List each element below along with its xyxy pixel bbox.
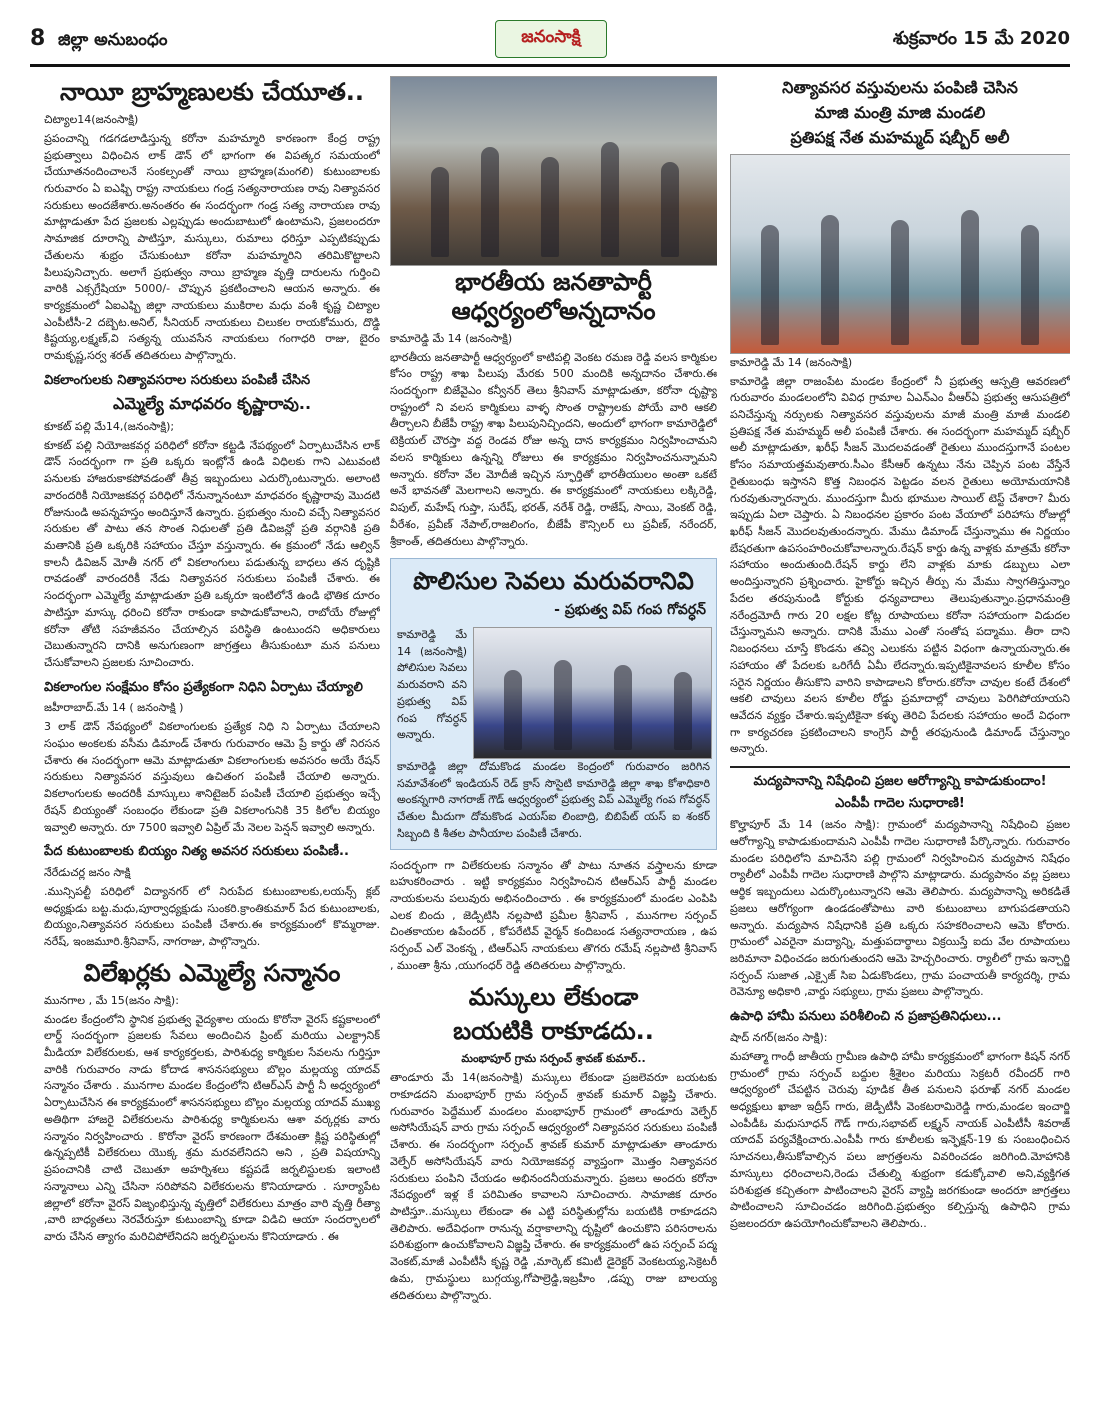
story-shabbir-ali bbox=[730, 78, 1070, 758]
headline-line2: బయటికి రాకూడదు.. bbox=[453, 1017, 654, 1046]
headline: నాయీ బ్రాహ్మణులకు చేయూత.. bbox=[59, 78, 365, 106]
headline: విలేఖర్లకు ఎమ్మెల్యే సన్మానం bbox=[83, 958, 341, 987]
story-nrega-inspection bbox=[730, 1009, 1070, 1233]
article-body: కామారెడ్డి జిల్లా దోమకొండ మండల కెంద్రంలో గురువారం జరిగిన సమావేశంలో ఇండియన్ రెడ్ క్రాస్ సొసైటి కామారెడ్డి జిల్లా శాఖ కోశాధికారి అంకన్నగారి నాగరాజ్ గౌడ్ ఆధ్వర్యంలో ప్రభుత్వ విప్ ఎమ్మెల్యే గంప గోవర్ధన్ చేతుల మీదుగా దోమకొండ ఎయస్ఐ లింబాద్రి, బిబిపేట్ యస్ ఐ శంకర్ సిబ్బంది కి శీతల పానీయాల పంపిణీ చేశారు. bbox=[397, 760, 710, 840]
article-body: కామారెడ్డి జిల్లా రాజంపేట మండల కేంద్రంలో నీ ప్రభుత్వ ఆస్పత్రి ఆవరణలో గురువారం మండలంలోని వివిధ గ్రామాల ఏఎన్ఎం వీఆర్ఏ ప్రభుత్వ ఆసుపత్రిలో పనిచేస్తున్న నర్సులకు నిత్యావసర వస్తువులను మాజీ మంత్రి మాజీ మండలి ప్రతిపక్ష నేత మహమ్మద్ అలీ పంపిణీ చేశారు. ఈ సందర్భంగా మహమ్మద్ షబ్బీర్ అలీ మాట్లాడుతూ, ఖరీఫ్ సీజన్ మొదలవడంతో రైతులు ముందస్తుగానే పంటల కోసం సమాయత్తమవుతారు.సీఎం కేసీఆర్ ఉన్నటు నేను చెప్పిన పంట వేస్తేనే రైతుబంధు ఇస్తానని కొత్త నిబంధన పెట్టడం వలన రైతులు అయోమయానికి గురవుతున్నారన్నారు. ముందస్తుగా మీరు భూముల సాయిల్ టెస్ట్ చేశారా? మీరు ఇప్పుడు ఏలా చెప్తారు. ఏ నిబంధనల ప్రకారం పంట వేయాలో పరిహాసు రోజుల్లో ఖరీఫ్ సీజన్ మొదలవుతుందన్నారు. మేము డిమాండ్ చేస్తున్నాము ఈ నిర్ణయం బేషరతుగా ఉపసంహరించుకోవాలన్నారు.రేషన్ కార్డు ఉన్న వాళ్లకు మాత్రమే కరోనా సహాయం అందుతుంది.రేషన్ కార్డు లేని వాళ్లకు మాకు డబ్బులు ఎలా అందిస్తున్నారని ప్రశ్నించారు. హైకోర్టు ఇచ్చిన తీర్పు ను మేము స్వాగతిస్తున్నాం పేదల తరపునుండి కోర్టుకు ధన్యవాదాలు తెలుపుతున్నాం.ప్రధానమంత్రి నరేంద్రమోదీ గారు 20 లక్షల కోట్ల రూపాయలు కరోనా సహాయంగా విడుదల చేస్తున్నామని అన్నారు. దానికి మేము ఎంతో సంతోష పద్మాము. తీరా దాని నిబంధనలు చూస్తే కొండను తవ్వి ఎలుకను పట్టిన విధంగా ఉన్నాయన్నారు.ఈ సహాయం తో పేదలకు ఒరిగేదీ ఏమీ లేదన్నారు.ఇప్పటికైనావలస కూలీల కోసం సరైన నిర్ణయం తీసుకొని వారిని కాపాడాలని కోరారు.కరోనా చావుల కంటే దేశంలో ఆకలి చావులు వలస కూలీల రోడ్డు ప్రమాదాల్లో చావులు పెరిగిపోయాయని ఆవేదన వ్యక్తం చేశారు.ఇప్పటికైనా కళ్ళు తెరిచి పేదలకు సహాయం అందే విధంగా గా కార్యచరణ ప్రకటించాలని కాంగ్రెస్ పార్టీ తరఫునుండి డిమాండ్ చేస్తున్నాం అన్నారు. bbox=[730, 374, 1070, 756]
story-disabled-fund bbox=[44, 680, 380, 837]
article-body: తాండూరు మే 14(జనంసాక్షి) మస్కులు లేకుండా ప్రజలెవరూ బయటకు రాకూడదని మంభాపూర్ గ్రామ సర్పంచ్ శ్రావణ్ కుమార్ విజ్ఞప్తి చేశారు. గురువారం పెద్దేముల్ మండలం మంభాపూర్ గ్రామంలో తాండూరు వెల్ఫేర్ అసోసియేషన్ వారు గ్రామ సర్పంచ్ ఆధ్వర్యంలో నిత్యావసర సరుకులు పంపిణీ చేశారు. ఈ సందర్భంగా సర్పంచ్ శ్రావణ్ కుమార్ మాట్లాడుతూ తాండూరు వెల్ఫేర్ అసోసియేషన్ వారు నియోజకవర్గ వ్యాప్తంగా మొత్తం నిత్యావసర సరుకులు పంపిని చేయడం అభినందనీయమన్నారు. ప్రజలు అందరు కరోనా నేపధ్యంలో ఇళ్ల కే పరిమితం కావాలని సూచించారు. సామాజిక దూరం పాటిస్తూ..మస్కులు లేకుండా ఈ ఎట్టి పరిస్థితుల్లోను బయటికి రాకూడదని తెలిపారు. అదేవిధంగా రానున్న వర్షాకాలాన్ని దృష్టిలో ఉంచుకొని పరిసరాలను పరిశుభ్రంగా ఉంచుకోవాలని విజ్ఞప్తి చేశారు. ఈ కార్యక్రమంలో ఉప సర్పంచ్ పద్మ వెంకట్,మాజీ ఎంపీటీసీ కృష్ణ రెడ్డి ,మార్కెట్ కమిటీ డైరెక్టర్ వెంకటయ్య,సెక్రెటరీ ఉమ, గ్రామస్థులు బుగ్గయ్య,గోపాల్రెడ్డి,ఇబ్రహీం ,డప్పు రాజు బాలయ్య తదితరులు పాల్గొన్నారు. bbox=[390, 1071, 717, 1302]
divider bbox=[730, 766, 1070, 768]
dateline: నేరేడుచర్ల జనం సాక్షి bbox=[44, 865, 131, 879]
headline: భారతీయ జనతాపార్టీ ఆధ్వర్యంలోఅన్నదానం bbox=[451, 268, 656, 325]
subhead: ఎంపీపీ గాదెల సుధారాణి! bbox=[835, 795, 965, 811]
dateline: చిట్యాల14(జనంసాక్షి) bbox=[44, 112, 139, 126]
article-body: ప్రపంచాన్ని గడగడలాడిస్తున్న కరోనా మహమ్మారి కారణంగా కేంద్ర రాష్ట్ర ప్రభుత్వాలు విధించిన లాక్ డౌన్ లో భాగంగా ఈ విపత్కర సమయంలో చేయూతనందించాలనే సంకల్పంతో నాయి బ్రాహ్మణ(మంగలి) కుటుంబాలకు గురువారం ఏ ఐఎఫ్బి రాష్ట్ర నాయకులు గండ్ర సత్యనారాయణ రావు నిత్యావసర సరుకులు అందజేశారు.అనంతరం ఈ సందర్భంగా గండ్ర సత్య నారాయణ రావు మాట్లాడుతూ పేద ప్రజలకు ఎల్లప్పుడు అందుబాటులో ఉంటామని, ప్రజలందరూ సామాజిక దూరాన్ని పాటిస్తూ, మస్కులు, రుమాలు ధరిస్తూ ఎప్పటికప్పుడు చేతులను శుభ్రం చేసుకుంటూ కరోనా మహమ్మారిని తరిమికొట్టాలని పిలుపునిచ్చారు. అలాగే ప్రభుత్వం నాయి బ్రాహ్మణ వృత్తి దారులను గుర్తించి వారికి ఎక్సగ్రేషియా 5000/- చొప్పున ప్రకటించాలని ఆయన అన్నారు. ఈ కార్యక్రమంలో ఏఐఎఫ్బి జిల్లా నాయకులు ముకిరాల మధు వంశీ కృష్ణ చిట్యాల ఎంపీటీసీ-2 దబ్బెట.అనిల్, సీనియర్ నాయకులు చిలుకల రాయకోమురు, దొడ్డి కిష్టయ్య,లక్ష్మణ్,వి సత్యన్న యువసేన నాయకులు గంగాధరి రాజు, బైరం రామకృష్ణ,సర్వ శరత్ తదితరులు పాల్గొన్నారు. bbox=[44, 131, 380, 363]
story-liquor-ban bbox=[730, 774, 1070, 1001]
photo-police-event bbox=[473, 627, 712, 759]
article-body: సందర్భంగా గా విలేకరులకు సన్మానం తో పాటు నూతన వస్త్రాలను కూడా బహుకరించారు . ఇట్టి కార్యక్రమం నిర్వహించిన టిఆర్ఎస్ పార్టీ మండల నాయకులను పలువురు అభినందించారు . ఈ కార్యక్రమంలో మండల ఎంపిపి ఎలక బిందు , జెడ్పిటిసి నల్లపాటి ప్రమీల శ్రీనివాస్ , మునగాల సర్పంచ్ చింతకాయల ఉపేందర్ , కోపరేటివ్ వైర్మన్ కందిబండ సత్యనారాయణ , ఉప సర్పంచ్ ఎల్ వెంకన్న , టిఆర్ఎస్ నాయకులు తొగరు రమేష్ నల్లపాటి శ్రీనివాస్ , ముంతా శ్రీను ,యుగంధర్ రెడ్డి తదితరులు పాల్గొన్నారు. bbox=[390, 858, 717, 972]
dateline: కామారెడ్డి మే 14 (జనంసాక్షి) bbox=[730, 355, 853, 369]
column-middle bbox=[390, 76, 717, 1406]
headline: మద్యపానాన్ని నిషేధించి ప్రజల ఆరోగ్యాన్ని కాపాడుకుందాం! bbox=[753, 774, 1047, 790]
headline: పేద కుటుంబాలకు బియ్యం నిత్య అవసర సరుకులు పంపిణీ.. bbox=[44, 844, 349, 860]
dateline: కామారెడ్డి మే 14 (జనంసాక్షి) bbox=[390, 331, 513, 345]
newspaper-logo bbox=[495, 20, 607, 58]
headline: పొలిసుల సెవలు మరువరానివి bbox=[413, 567, 694, 596]
photo-nurses-distribution bbox=[730, 154, 1070, 354]
headline-top: వికలాంగులకు నిత్యావసరాల సరుకులు పంపిణీ చేసిన bbox=[44, 372, 311, 388]
dateline: షాద్ నగర్(జనం సాక్షి): bbox=[730, 1030, 828, 1044]
column-right bbox=[730, 76, 1070, 1406]
page-number: 8 bbox=[30, 26, 46, 51]
headline: వికలాంగుల సంక్షేమం కోసం ప్రత్యేకంగా నిధిని ఏర్పాటు చేయ్యాలి bbox=[44, 679, 363, 695]
story-bjp-annadanam bbox=[390, 268, 717, 550]
lead-with-photo bbox=[397, 627, 710, 759]
article-body: .మున్సిపల్టీ పరిధిలో విద్యానగర్ లో నిరుపేద కుటుంబాలకు,లయన్స్ క్లబ్ అధ్యక్షుడు బట్ట.మధు,పూర్వాధ్యక్షుడు సుంకరి.క్రాంతికుమార్ పేద కుటుంబాలకు, బియ్యం,నిత్యావసర సరుకులు పంపిణీ చేశారు.ఈ కార్యక్రమంలో కొమ్మరాజు. నరేష్, ఇంజమూరి.శ్రీనివాస్, నాగరాజు, పాల్గొన్నారు. bbox=[44, 884, 380, 949]
headline: ఎమ్మెల్యే మాధవరం కృష్ణారావు.. bbox=[112, 394, 312, 414]
byline: మంభాపూర్ గ్రామ సర్పంచ్ శ్రావణ్ కుమార్.. bbox=[461, 1052, 646, 1066]
story-police-services bbox=[390, 558, 717, 849]
lead-text: కామారెడ్డి మే 14 (జనంసాక్షి) పోలిసుల సెవలు మరువరాని వని ప్రభుత్వ విప్ గంప గోవర్ధన్ అన్నారు. bbox=[397, 628, 467, 742]
headline: నిత్యావసర వస్తువులను పంపిణి చెసిన bbox=[782, 78, 1018, 97]
story-disabled-essentials bbox=[44, 373, 380, 672]
section-title: జిల్లా అనుబంధం bbox=[58, 30, 168, 50]
headline-line2: మాజి మంత్రి మాజి మండలి bbox=[814, 103, 986, 123]
headline: మస్కులు లేకుండా bbox=[468, 982, 639, 1011]
dateline: మునగాల , మే 15(జనం సాక్షి): bbox=[44, 993, 179, 1007]
headline-line3: ప్రతిపక్ష నేత మహమ్మద్ షబ్బీర్ అలీ bbox=[790, 128, 1010, 148]
article-body: భారతీయ జనతాపార్టీ ఆధ్వర్యంలో కాటిపల్లి వెంకట రమణ రెడ్డి వలస కార్మికుల కోసం రాష్ట్ర శాఖ పిలుపు మేరకు 500 మందికి అన్నదానం చేశారు.ఈ సందర్భంగా బిజేవైఎం కన్వీనర్ తెలు శ్రీనివాస్ మాట్లాడుతూ, కరోనా దృష్ట్యా రాష్ట్రంలో ని వలస కార్మికులు వాళ్ళ సొంత రాష్ట్రాలకు పోయే వారి ఆకలి తీర్చాలని బీజేపీ రాష్ట్ర శాఖ పిలుపునిచ్చిందని, అందులో భాగంగా కామారెడ్డిలో టెక్రియల్ చౌరస్తా వద్ద రెండవ రోజు అన్న దాన కార్యక్రమం నిర్వహించామని వలస కార్మికులు ఉన్నన్ని రోజులు ఈ కార్యక్రమం నిర్వహించనున్నామని అన్నారు. కరోనా వేల మోదీజీ ఇచ్చిన స్ఫూర్తితో భారతీయులం అంతా ఒకటే అనే భావనతో మెలగాలని అన్నారు. ఈ కార్యక్రమంలో నాయకులు లక్కిరెడ్డి, విపుల్, మహేష్ గుప్తా, సురేష్, భరత్, నరేశ్ రెడ్డి, రాజేష్, సాయి, వెంకట్ రెడ్డి, వీరేశం, ప్రవీణ్ నేపాల్,రాజలింగం, బీజేపీ కౌన్సిలర్ లు ప్రవీణ్, నరేందర్, శ్రీకాంత్, తదితరులు పాల్గొన్నారు. bbox=[390, 350, 717, 548]
story-reporters-honour bbox=[44, 959, 380, 1246]
masthead bbox=[30, 20, 1070, 60]
story-rice-distribution bbox=[44, 844, 380, 950]
story-masks bbox=[390, 983, 717, 1305]
story-nayi-brahmins bbox=[44, 78, 380, 365]
logo-text: జనంసాక్షి bbox=[521, 27, 581, 47]
headline: ఉపాధి హామీ పనులు పరిశీలించి న ప్రజాప్రతినిధులు... bbox=[730, 1009, 1002, 1025]
article-body: కూకట్ పల్లి నియోజకవర్గ పరిధిలో కరోనా కట్టడి నేపథ్యంలో ఏర్పాటుచేసిన లాక్ డౌన్ సందర్భంగా గా ప్రతి ఒక్కరు ఇంట్లోనే ఉండి విధిలకు గాని ఎటువంటి పనులకు హాజరుకాకపోవడంతో తీవ్ర ఇబ్బందులు ఎదుర్కొంటున్నారు. అలాంటి వారందరికీ నియోజకవర్గ పరిధిలో నేనున్నానంటూ మాధవరం కృష్ణారావు మొదటి రోజునుండి అపన్నహస్తం అందిస్తూనే ఉన్నారు. ప్రభుత్వం నుంచి వచ్చే నిత్యావసర సరుకుల తో పాటు తన సొంత నిధులతో ప్రతి డివిజన్లో ప్రతి వర్గానికి ప్రతి మతానికి ప్రతి ఒక్కరికి సహాయం చేస్తూ వస్తున్నారు. ఈ క్రమంలో నేడు ఆల్విన్ కాలనీ డివిజన్ మోతీ నగర్ లో వికలాంగులు పడుతున్న బాధలు తన దృష్టికి రావడంతో వారందరికీ నేడు నిత్యావసర సరుకులు పంపిణీ చేశారు. ఈ సందర్భంగా ఎమ్మెల్యే మాట్లాడుతూ ప్రతి ఒక్కరూ ఇంటిలోనే ఉండి భౌతిక దూరం పాటిస్తూ మాస్కు ధరించి కరోనా రాకుండా కాపాడుకోవాలని, రాబోయే రోజుల్లో కరోనా తోటి సహజీవనం చేయాల్సిన పరిస్థితి ఉంటుందని అధికారులు చెబుతున్నారని దానికి అనుగుణంగా జాగ్రత్తలు తీసుకుంటూ మన పనులు చేసుకోవాలని ప్రజలకు సూచించారు. bbox=[44, 438, 380, 669]
issue-date: శుక్రవారం 15 మే 2020 bbox=[892, 28, 1070, 49]
photo-food-distribution bbox=[390, 76, 717, 266]
subhead: - ప్రభుత్వ విప్ గంప గోవర్ధన్ bbox=[554, 602, 706, 619]
column-left bbox=[44, 76, 380, 1406]
story-reporters-honour-cont bbox=[390, 858, 717, 975]
article-body: మహాత్మా గాంధీ జాతీయ గ్రామీణ ఉపాధి హామీ కార్యక్రమంలో భాగంగా కిషన్ నగర్ గ్రామంలో గ్రామ సర్పంచ్ బద్దుల శ్రీశైలం మరియు సెక్రటరీ రవీందర్ గారి ఆధ్వర్యంలో చేపట్టిన చెరువు పూడిక తీత పనులని ఫరూఖ్ నగర్ మండల అధ్యక్షులు ఖాజా ఇద్రీస్ గారు, జెడ్పీటీసీ వెంకటరామిరెడ్డి గారు,మండల ఇంచార్జి ఎంపీడీఓ మధుసూధన్ గౌడ్ గారు,సభావట్ లక్ష్మన్ నాయక్ ఎంపీటీసీ శివరాజ్ యాదవ్ పర్యవేక్షించారు.ఎంపీపీ గారు కూలీలకు ఇన్ఫెక్షన్-19 కు సంబంధించిన సూచనలు,తీసుకోవాల్సిన పలు జాగ్రత్తలను వివరించడం జరిగింది.మోహానికి మాస్కులు ధరించాలని,రెండు చేతుల్ని శుభ్రంగా కడుక్కోవాలి అని,వ్యక్తిగత పరిశుభ్రత కచ్చితంగా పాటించాలని వైరస్ వ్యాప్తి జరగకుండా అందరూ జాగ్రత్తలు పాటించాలని సూచించడం జరిగింది.ప్రభుత్వం కల్పిస్తున్న ఉపాధిని గ్రామ ప్రజలందరూ ఉపయోగించుకోవాలని తెలిపారు.. bbox=[730, 1049, 1070, 1230]
dateline: జహీరాబాద్.మే 14 ( జనంసాక్షి ) bbox=[44, 701, 184, 715]
article-body: మండల కేంద్రంలోని స్థానిక ప్రభుత్వ వైద్యశాల యందు కొరోనా వైరస్ కష్టకాలంలో లార్డ్ సందర్భంగా ప్రజలకు సేవలు అందించిన ప్రింట్ మరియు ఎలక్ట్రానిక్ మీడియా విలేకరులకు, ఆశ కార్యకర్తలకు, పారిశుధ్య కార్మికుల సేవలను గుర్తిస్తూ వారికి గురువారం నాడు కోదాడ శాసనసభ్యులు బొల్లం మల్లయ్య యాదవ్ సన్మానం చేశారు . మునగాల మండల కేంద్రంలోని టిఆర్ఎస్ పార్టీ నీ అధ్వర్యంలో ఏర్పాటుచేసిన ఈ కార్యక్రమంలో శాసనసభ్యులు బొల్లం మల్లయ్య యాదవ్ ముఖ్య అతిథిగా హాజరై విలేకరులను పారిశుధ్య కార్మికులను ఆశా వర్కర్లకు వారు సన్మానం నిర్వహించారు . కొరోనా వైరస్ కారణంగా దేశమంతా క్లిష్ట పరిస్థితుల్లో ఉన్నప్పటికీ విలేకరులు యొక్క శ్రమ మరవలేనిదని అని , ప్రతి విషయాన్ని ప్రపంచానికి చాటి చెబుతూ అహర్నిశలు కష్టపడే జర్నలిస్టులకు ఇలాంటి సన్మానాలు ఎన్ని చేసినా సరిపోవని విలేకరులను కొనియాడారు . సూర్యాపేట జిల్లాలో కరోనా వైరస్ విజృంభిస్తున్న వృత్తిలో విలేకరులు మాత్రం వారి వృత్తి రీత్యా ,వారి బాధ్యతలు నెరవేరుస్తూ కుటుంబాన్ని కూడా విడిచి ఆయా సందర్భాలలో వారు చేసిన త్యాగం మరిచిపోలేనిదని జర్నలిస్టులను కొనియాడారు . ఈ bbox=[44, 1012, 380, 1243]
masthead-rule bbox=[30, 64, 1070, 67]
dateline: కూకట్ పల్లి మే14,(జనంసాక్షి); bbox=[44, 419, 175, 433]
article-body: 3 లాక్ డౌన్ నేపథ్యంలో వికలాంగులకు ప్రత్యేక నిధి ని ఏర్పాటు చేయాలని సంఘం అంకలకు వసీమ డిమాండ్ చేశారు గురువారం ఆమె ప్రే కార్డు తో నిరసన చేశారు ఈ సందర్భంగా ఆమె మాట్లాడుతూ వికలాంగులకు అవసరం అయే రేషన్ సరుకులు నిత్యావసర వస్తువులు ఉచితంగ పంపిణీ చేయాలి అన్నారు. వికలాంగులకు అందరికీ మాస్కులు శానిటైజర్ పంపిణీ చేయాలి ప్రభుత్వం ఇచ్చే రేషన్ బియ్యంతో సంబంధం లేకుండా ప్రతి వికలాంగునికి 35 కిలోల బియ్యం ఇవ్వాలి అన్నారు. రూ 7500 ఇవ్వాలి ఏప్రిల్ మే నెలల పెన్షన్ ఇవ్వాలి అన్నారు. bbox=[44, 720, 380, 834]
article-body: కొల్హాపూర్ మే 14 (జనం సాక్షి): గ్రామంలో మద్యపానాన్ని నిషేధించి ప్రజల ఆరోగ్యాన్ని కాపాడుకుందామని ఎంపీపీ గాదెల సుధారాణి పేర్కొన్నారు. గురువారం మండల పరిధిలోని మాచినేని పల్లి గ్రామంలో నిర్వహించిన మద్యపాన నిషేధం ర్యాలీలో ఎంపీపీ గాదెల సుధారాణి పాల్గొని మాట్లాడారు. మద్యపానం వల్ల ప్రజలు ఆర్థిక ఇబ్బందులు ఎదుర్కొంటున్నారని ఆమె తెలిపారు. మద్యపానాన్ని అరికడితే ప్రజలు ఆరోగ్యంగా ఉండడంతోపాటు వారి కుటుంబాలు బాగుపడతాయని అన్నారు. మద్యపాన నిషేధానికి ప్రతి ఒక్కరు సహకరించాలని ఆమె కోరారు. గ్రామంలో ఎవరైనా మద్యాన్ని, మత్తుపదార్థాలు విక్రయిస్తే ఐదు వేల రూపాయలు జరిమానా విధించడం జరుగుతుందని ఆమె హెచ్చరించారు. ర్యాలీలో గ్రామ ఇన్చార్జి సర్పంచ్ సుజాత ,ఎక్సైజ్ సిఐ ఏడుకొండలు, గ్రామ పంచాయతీ కార్యదర్శి, గ్రామ రెవెన్యూ అధికారి ,వార్డు సభ్యులు, గ్రామ ప్రజలు పాల్గొన్నారు. bbox=[730, 818, 1070, 999]
